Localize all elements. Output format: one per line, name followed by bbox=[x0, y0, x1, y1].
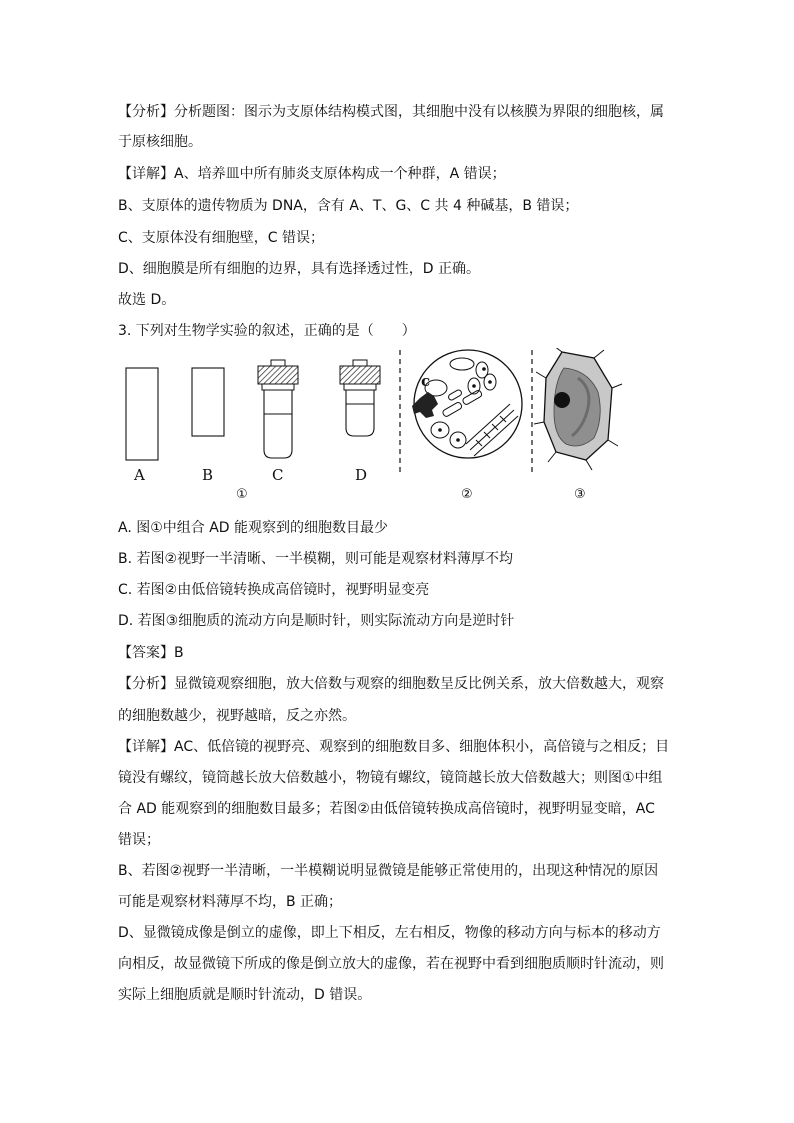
plant-cell-3 bbox=[534, 348, 622, 470]
objective-c bbox=[258, 360, 298, 458]
detail2-line-2: 镜没有螺纹，镜筒越长放大倍数越小，物镜有螺纹，镜筒越长放大倍数越大；则图①中组 bbox=[118, 770, 663, 786]
label-d: D bbox=[355, 466, 368, 484]
detail-line-c: C、支原体没有细胞壁，C 错误； bbox=[118, 230, 325, 246]
detail2-line-6: 可能是观察材料薄厚不均，B 正确； bbox=[118, 894, 343, 910]
panel-number-1: ① bbox=[236, 487, 248, 502]
detail2-line-4: 错误； bbox=[118, 832, 160, 848]
panel-number-2: ② bbox=[461, 487, 473, 502]
panel-number-3: ③ bbox=[574, 487, 586, 502]
objective-d bbox=[340, 360, 380, 436]
analysis2-line-1: 【分析】显微镜观察细胞，放大倍数与观察的细胞数呈反比例关系，放大倍数越大，观察 bbox=[118, 676, 664, 692]
detail2-line-3: 合 AD 能观察到的细胞数目最多；若图②由低倍镜转换成高倍镜时，视野明显变暗，AC bbox=[118, 801, 655, 817]
analysis2-line-2: 的细胞数越少，视野越暗，反之亦然。 bbox=[118, 708, 356, 724]
option-a: A. 图①中组合 AD 能观察到的细胞数目最少 bbox=[118, 520, 389, 536]
question-3-stem: 3. 下列对生物学实验的叙述，正确的是（ ） bbox=[118, 323, 416, 339]
answer-line: 【答案】B bbox=[118, 645, 184, 661]
detail2-line-1: 【详解】AC、低倍镜的视野亮、观察到的细胞数目多、细胞体积小，高倍镜与之相反；目 bbox=[118, 739, 670, 755]
detail-line-b: B、支原体的遗传物质为 DNA，含有 A、T、G、C 共 4 种碱基，B 错误； bbox=[118, 198, 579, 214]
cell-label-c: c bbox=[421, 372, 431, 390]
label-b: B bbox=[202, 466, 214, 484]
detail2-line-7: D、显微镜成像是倒立的虚像，即上下相反，左右相反，物像的移动方向与标本的移动方 bbox=[118, 925, 661, 941]
detail2-line-8: 向相反，故显微镜下所成的像是倒立放大的虚像，若在视野中看到细胞质顺时针流动，则 bbox=[118, 956, 664, 972]
label-a: A bbox=[134, 466, 145, 484]
detail2-line-9: 实际上细胞质就是顺时针流动，D 错误。 bbox=[118, 987, 372, 1003]
analysis-line-2: 于原核细胞。 bbox=[118, 134, 202, 150]
nucleus bbox=[554, 392, 570, 408]
option-d: D. 若图③细胞质的流动方向是顺时针，则实际流动方向是逆时针 bbox=[118, 613, 515, 629]
microscope-figure bbox=[118, 348, 678, 508]
choice-line: 故选 D。 bbox=[118, 292, 176, 308]
field-of-view-2 bbox=[412, 350, 522, 458]
eyepiece-b bbox=[192, 368, 224, 436]
option-c: C. 若图②由低倍镜转换成高倍镜时，视野明显变亮 bbox=[118, 582, 430, 598]
label-c: C bbox=[272, 466, 284, 484]
option-b: B. 若图②视野一半清晰、一半模糊，则可能是观察材料薄厚不均 bbox=[118, 551, 514, 567]
detail2-line-5: B、若图②视野一半清晰，一半模糊说明显微镜是能够正常使用的，出现这种情况的原因 bbox=[118, 863, 659, 879]
eyepiece-a bbox=[126, 368, 158, 460]
detail-line-d: D、细胞膜是所有细胞的边界，具有选择透过性，D 正确。 bbox=[118, 261, 481, 277]
analysis-line-1: 【分析】分析题图：图示为支原体结构模式图，其细胞中没有以核膜为界限的细胞核，属 bbox=[118, 104, 664, 120]
figure-svg bbox=[118, 348, 678, 508]
detail-line-a: 【详解】A、培养皿中所有肺炎支原体构成一个种群，A 错误； bbox=[118, 166, 506, 182]
